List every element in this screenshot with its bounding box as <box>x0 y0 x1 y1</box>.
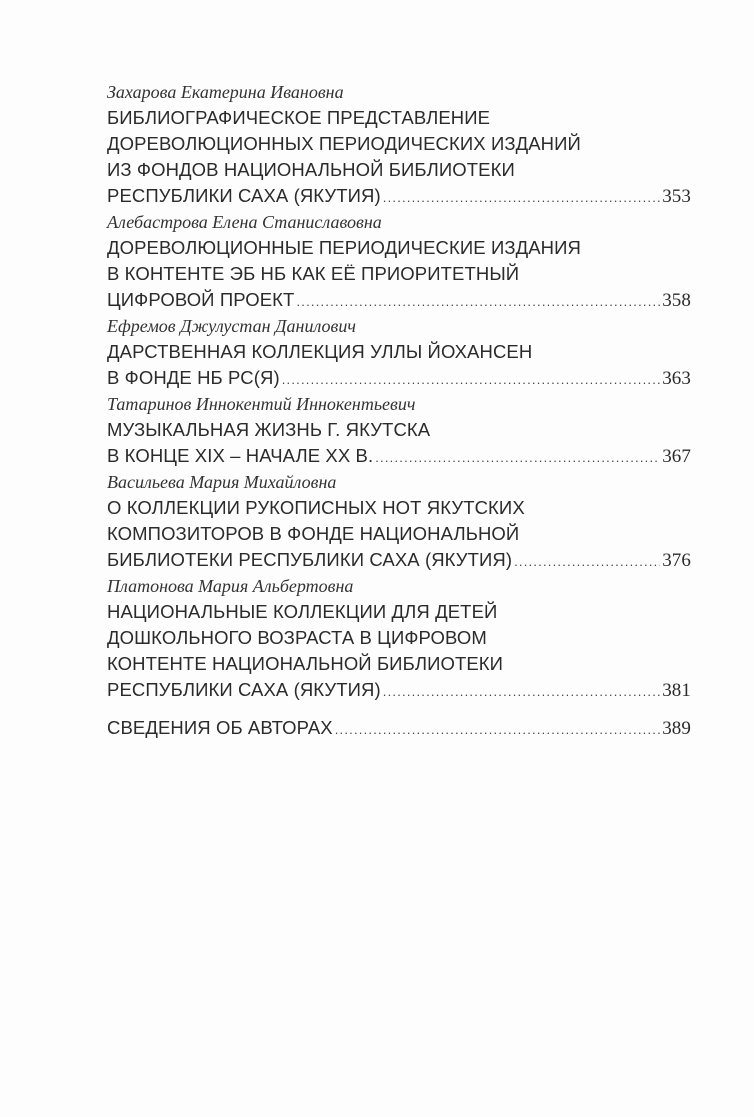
dot-leader <box>282 367 660 393</box>
page-number: 376 <box>662 550 691 571</box>
entry-title-text: В ФОНДЕ НБ РС(Я) <box>107 367 280 388</box>
dot-leader <box>335 717 660 743</box>
toc-entry-last-line <box>107 183 691 209</box>
entry-title-text: СВЕДЕНИЯ ОБ АВТОРАХ <box>107 717 333 738</box>
entry-title-line: КОМПОЗИТОРОВ В ФОНДЕ НАЦИОНАЛЬНОЙ <box>107 523 520 544</box>
toc-entry <box>107 391 691 469</box>
toc-entry-last-line <box>107 443 691 469</box>
page-number: 358 <box>662 290 691 311</box>
page-number: 363 <box>662 368 691 389</box>
entry-author: Захарова Екатерина Ивановна <box>107 82 344 102</box>
entry-title-text: БИБЛИОТЕКИ РЕСПУБЛИКИ САХА (ЯКУТИЯ) <box>107 549 513 570</box>
entry-title-text: РЕСПУБЛИКИ САХА (ЯКУТИЯ) <box>107 185 381 206</box>
toc-entry-authors-info <box>107 715 691 741</box>
entry-title-line: О КОЛЛЕКЦИИ РУКОПИСНЫХ НОТ ЯКУТСКИХ <box>107 497 525 518</box>
dot-leader <box>383 185 660 211</box>
table-of-contents <box>107 79 691 741</box>
dot-leader <box>383 679 660 705</box>
toc-entry <box>107 209 691 313</box>
dot-leader <box>296 289 660 315</box>
entry-title-line: В КОНТЕНТЕ ЭБ НБ КАК ЕЁ ПРИОРИТЕТНЫЙ <box>107 263 520 284</box>
entry-author: Платонова Мария Альбертовна <box>107 576 354 596</box>
entry-title-line: КОНТЕНТЕ НАЦИОНАЛЬНОЙ БИБЛИОТЕКИ <box>107 653 504 674</box>
toc-entry-last-line <box>107 677 691 703</box>
entry-title-line: НАЦИОНАЛЬНЫЕ КОЛЛЕКЦИИ ДЛЯ ДЕТЕЙ <box>107 601 498 622</box>
entry-title-line: ДОРЕВОЛЮЦИОННЫХ ПЕРИОДИЧЕСКИХ ИЗДАНИЙ <box>107 133 581 154</box>
page-number: 381 <box>662 680 691 701</box>
toc-entry-last-line <box>107 365 691 391</box>
entry-title-text: РЕСПУБЛИКИ САХА (ЯКУТИЯ) <box>107 679 381 700</box>
toc-entry <box>107 313 691 391</box>
entry-title-line: ИЗ ФОНДОВ НАЦИОНАЛЬНОЙ БИБЛИОТЕКИ <box>107 159 515 180</box>
entry-title-line: МУЗЫКАЛЬНАЯ ЖИЗНЬ Г. ЯКУТСКА <box>107 419 431 440</box>
entry-title-text: ЦИФРОВОЙ ПРОЕКТ <box>107 289 295 310</box>
entry-author: Алебастрова Елена Станиславовна <box>107 212 382 232</box>
toc-entry <box>107 469 691 573</box>
toc-entry-last-line <box>107 287 691 313</box>
page-number: 353 <box>662 186 691 207</box>
entry-title-line: БИБЛИОГРАФИЧЕСКОЕ ПРЕДСТАВЛЕНИЕ <box>107 107 491 128</box>
page-number: 389 <box>662 718 691 739</box>
entry-author: Ефремов Джулустан Данилович <box>107 316 356 336</box>
toc-entry-last-line <box>107 715 691 741</box>
toc-entry <box>107 79 691 209</box>
entry-title-line: ДОРЕВОЛЮЦИОННЫЕ ПЕРИОДИЧЕСКИЕ ИЗДАНИЯ <box>107 237 582 258</box>
entry-author: Татаринов Иннокентий Иннокентьевич <box>107 394 416 414</box>
dot-leader <box>375 445 660 471</box>
toc-entry-last-line <box>107 547 691 573</box>
entry-author: Васильева Мария Михайловна <box>107 472 337 492</box>
dot-leader <box>514 549 660 575</box>
toc-entry <box>107 573 691 703</box>
entry-title-text: В КОНЦЕ XIX – НАЧАЛЕ XX В. <box>107 445 374 466</box>
page-number: 367 <box>662 446 691 467</box>
entry-title-line: ДАРСТВЕННАЯ КОЛЛЕКЦИЯ УЛЛЫ ЙОХАНСЕН <box>107 341 533 362</box>
entry-title-line: ДОШКОЛЬНОГО ВОЗРАСТА В ЦИФРОВОМ <box>107 627 487 648</box>
